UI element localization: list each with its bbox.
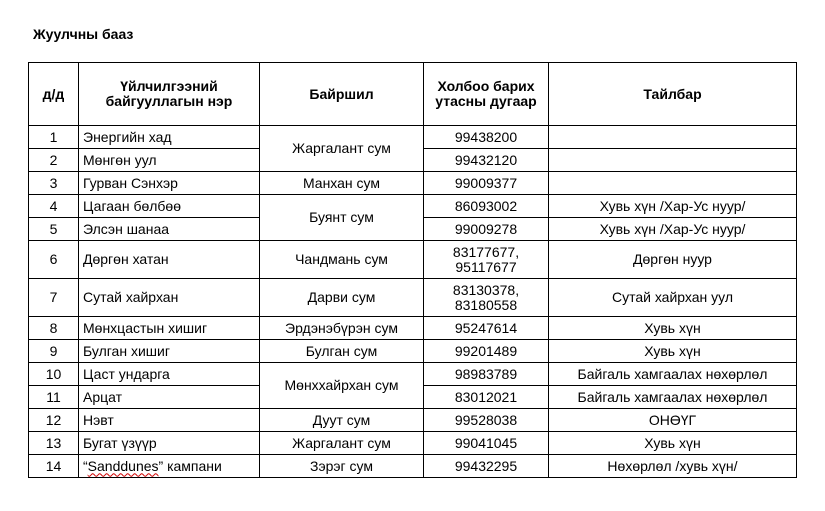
row-note: Нөхөрлөл /хувь хүн/ [549, 455, 797, 478]
phone-number: 83130378, [452, 281, 520, 298]
phone-number: 95117677 [455, 258, 517, 275]
table-row [29, 172, 797, 195]
header-location: Байршил [260, 63, 424, 126]
header-phone: Холбоо барих утасны дугаар [424, 63, 549, 126]
row-phone [424, 195, 549, 218]
row-num: 6 [29, 241, 79, 279]
row-name: Мөнгөн уул [79, 149, 260, 172]
row-num: 12 [29, 409, 79, 432]
row-num: 1 [29, 126, 79, 149]
row-name: Сутай хайрхан [79, 279, 260, 317]
name-open-quote: “ [83, 457, 88, 474]
row-num: 10 [29, 363, 79, 386]
row-note [549, 149, 797, 172]
table-row [29, 363, 797, 386]
row-num: 14 [29, 455, 79, 478]
row-num: 11 [29, 386, 79, 409]
phone-number: 99201489 [454, 342, 518, 359]
table-row [29, 279, 797, 317]
phone-number: 99432295 [454, 457, 518, 474]
row-name [79, 455, 260, 478]
row-name: Булган хишиг [79, 340, 260, 363]
row-name: Бугат үзүүр [79, 432, 260, 455]
row-name: Энергийн хад [79, 126, 260, 149]
row-note: Дөргөн нуур [549, 241, 797, 279]
row-num: 13 [29, 432, 79, 455]
row-name: Дөргөн хатан [79, 241, 260, 279]
row-location: Жаргалант сум [260, 126, 424, 172]
phone-number: 98983789 [454, 365, 518, 382]
table-row [29, 455, 797, 478]
row-note: Сутай хайрхан уул [549, 279, 797, 317]
row-num: 3 [29, 172, 79, 195]
phone-number: 86093002 [454, 197, 518, 214]
row-location: Жаргалант сум [260, 432, 424, 455]
phone-number: 99432120 [454, 151, 518, 168]
row-name: Цагаан бөлбөө [79, 195, 260, 218]
name-suffix: ” кампани [158, 457, 222, 474]
row-num: 7 [29, 279, 79, 317]
row-location: Дуут сум [260, 409, 424, 432]
row-name: Нэвт [79, 409, 260, 432]
table-row [29, 432, 797, 455]
row-note: Хувь хүн /Хар-Ус нуур/ [549, 218, 797, 241]
row-note: Хувь хүн [549, 340, 797, 363]
row-name: Цаст ундарга [79, 363, 260, 386]
row-phone [424, 218, 549, 241]
row-num: 9 [29, 340, 79, 363]
row-location: Булган сум [260, 340, 424, 363]
row-note: Байгаль хамгаалах нөхөрлөл [549, 386, 797, 409]
row-name: Гурван Сэнхэр [79, 172, 260, 195]
header-name: Үйлчилгээний байгууллагын нэр [79, 63, 260, 126]
row-phone [424, 317, 549, 340]
row-location: Буянт сум [260, 195, 424, 241]
phone-number: 95247614 [454, 319, 518, 336]
row-phone [424, 279, 549, 317]
row-location: Зэрэг сум [260, 455, 424, 478]
header-note: Тайлбар [549, 63, 797, 126]
row-note [549, 126, 797, 149]
row-note: Байгаль хамгаалах нөхөрлөл [549, 363, 797, 386]
phone-number: 99438200 [454, 128, 518, 145]
row-phone [424, 409, 549, 432]
row-location: Дарви сум [260, 279, 424, 317]
phone-number: 99009278 [454, 220, 518, 237]
phone-number: 99528038 [454, 411, 518, 428]
table-row [29, 195, 797, 218]
row-num: 5 [29, 218, 79, 241]
row-phone [424, 340, 549, 363]
row-note: Хувь хүн /Хар-Ус нуур/ [549, 195, 797, 218]
table-row [29, 241, 797, 279]
row-phone [424, 386, 549, 409]
row-note [549, 172, 797, 195]
row-location: Эрдэнэбүрэн сум [260, 317, 424, 340]
phone-number: 99009377 [454, 174, 518, 191]
row-phone [424, 455, 549, 478]
row-location: Мөнххайрхан сум [260, 363, 424, 409]
phone-number: 83177677, [452, 243, 520, 260]
phone-number: 83012021 [454, 388, 518, 405]
spellcheck-marked-word: Sanddunes [87, 457, 159, 474]
document-title: Жуулчны бааз [33, 26, 134, 42]
row-phone [424, 432, 549, 455]
row-num: 8 [29, 317, 79, 340]
row-location: Манхан сум [260, 172, 424, 195]
row-note: Хувь хүн [549, 432, 797, 455]
row-phone [424, 149, 549, 172]
row-phone [424, 126, 549, 149]
row-num: 4 [29, 195, 79, 218]
row-phone [424, 241, 549, 279]
tourist-camp-table [28, 62, 797, 478]
row-name: Элсэн шанаа [79, 218, 260, 241]
row-phone [424, 172, 549, 195]
table-row [29, 340, 797, 363]
row-phone [424, 363, 549, 386]
table-row [29, 126, 797, 149]
row-num: 2 [29, 149, 79, 172]
table-row [29, 409, 797, 432]
header-num: д/д [29, 63, 79, 126]
phone-number: 83180558 [454, 296, 518, 313]
row-note: Хувь хүн [549, 317, 797, 340]
row-name: Арцат [79, 386, 260, 409]
table-row [29, 317, 797, 340]
row-name: Мөнхцастын хишиг [79, 317, 260, 340]
row-location: Чандмань сум [260, 241, 424, 279]
row-note: ОНӨҮГ [549, 409, 797, 432]
phone-number: 99041045 [454, 434, 518, 451]
table-header-row [29, 63, 797, 126]
